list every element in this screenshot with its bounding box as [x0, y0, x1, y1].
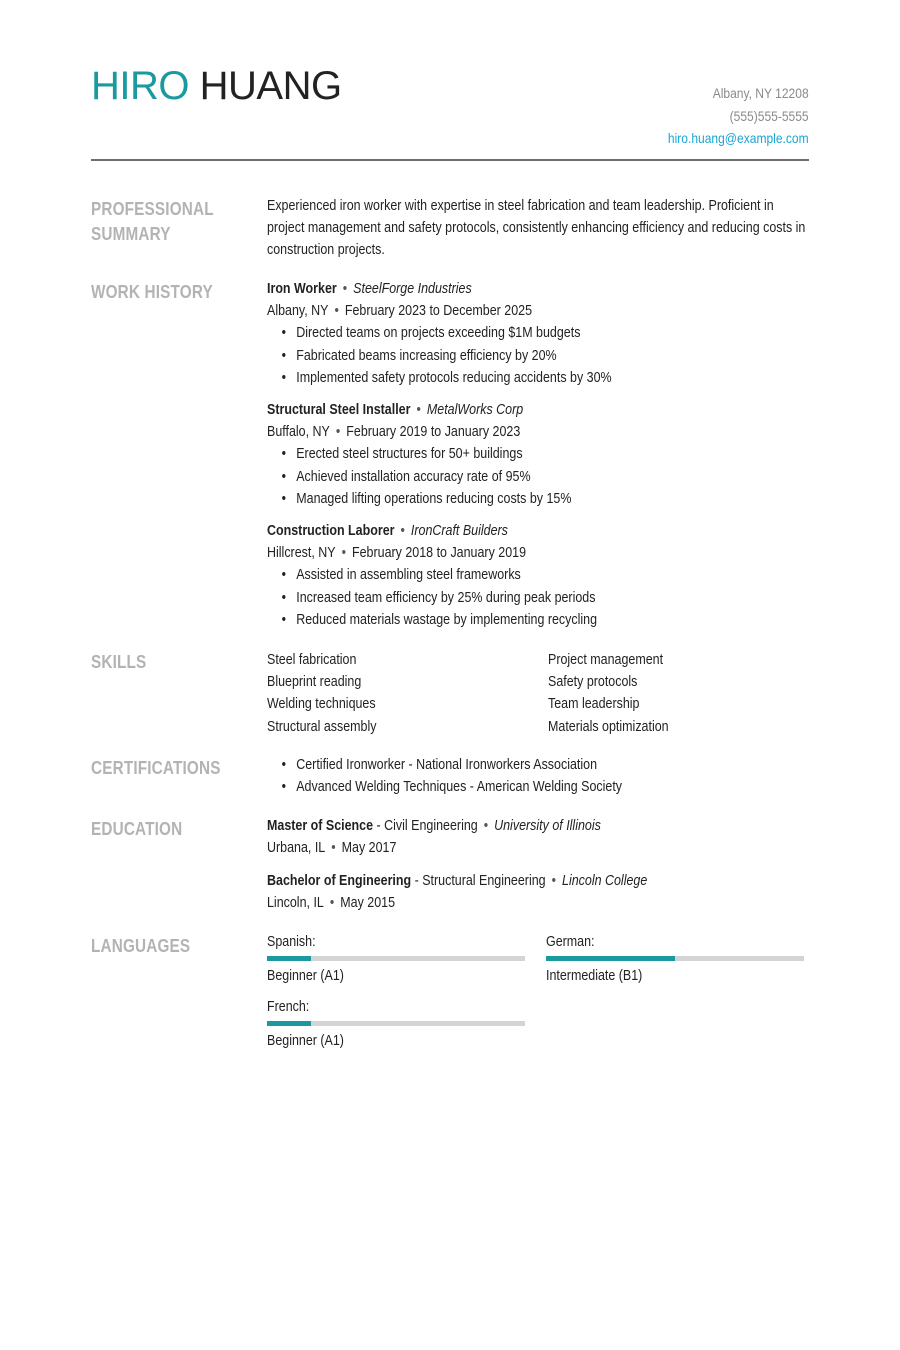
separator: • — [342, 281, 348, 297]
contact-info — [668, 82, 809, 150]
job-location: Buffalo, NY — [267, 424, 330, 441]
education-date: May 2015 — [340, 895, 396, 912]
phone: (555)555-5555 — [730, 107, 809, 124]
language-spanish — [267, 931, 525, 987]
skill-item: Welding techniques — [267, 696, 376, 713]
language-level: Intermediate (B1) — [546, 968, 643, 984]
education-entry-1 — [267, 815, 812, 859]
separator: • — [483, 818, 489, 834]
list-item: • Implemented safety protocols reducing accidents by 30% — [267, 367, 736, 389]
job-meta — [267, 542, 736, 564]
job-meta — [267, 421, 736, 443]
skills-left-column — [267, 649, 377, 738]
job-1 — [267, 278, 812, 389]
list-item: • Reduced materials wastage by implementing recycling — [267, 609, 736, 631]
company: IronCraft Builders — [410, 523, 508, 539]
list-item: • Directed teams on projects exceeding $1M budgets — [267, 322, 736, 344]
proficiency-bar — [267, 956, 525, 961]
skills-right-column — [548, 649, 669, 738]
list-item: • Achieved installation accuracy rate of 95% — [267, 466, 736, 488]
job-dates: February 2018 to January 2019 — [352, 545, 527, 562]
job-bullets — [267, 322, 736, 389]
skills-heading: SKILLS — [91, 652, 147, 672]
proficiency-bar — [267, 1021, 525, 1026]
degree: Bachelor of Engineering — [267, 873, 412, 889]
language-level: Beginner (A1) — [267, 1033, 344, 1049]
job-location: Albany, NY — [267, 303, 329, 320]
email-link[interactable]: hiro.huang@example.com — [668, 130, 809, 146]
skill-item: Materials optimization — [548, 718, 669, 735]
list-item: • Increased team efficiency by 25% during peak periods — [267, 587, 736, 609]
skill-item: Blueprint reading — [267, 674, 362, 691]
separator: • — [400, 523, 405, 539]
candidate-name — [91, 64, 342, 109]
list-item: • Fabricated beams increasing efficiency by 20% — [267, 345, 736, 367]
list-item: • Advanced Welding Techniques - American Welding Society — [267, 776, 736, 798]
skills-section — [267, 649, 812, 741]
job-header — [267, 278, 736, 300]
education-header — [267, 815, 736, 837]
skill-item: Team leadership — [548, 696, 640, 713]
summary-section — [267, 195, 812, 262]
language-name: French: — [267, 999, 310, 1015]
job-bullets — [267, 564, 736, 631]
language-name: German: — [546, 934, 595, 950]
education-meta — [267, 892, 736, 914]
company: SteelForge Industries — [353, 281, 472, 297]
job-bullets — [267, 443, 736, 510]
school: Lincoln College — [562, 873, 648, 889]
resume-header — [91, 62, 809, 160]
proficiency-bar-fill — [267, 956, 311, 961]
job-3 — [267, 520, 812, 631]
language-german — [546, 931, 804, 987]
work-history-heading: WORK HISTORY — [91, 282, 213, 302]
summary-text: Experienced iron worker with expertise in steel fabrication and team leadership. Proficient in project management and safety protocols, consistently enhancing efficiency and reducing costs in construction projects. — [267, 198, 806, 259]
last-name: HUANG — [199, 64, 342, 108]
job-location: Hillcrest, NY — [267, 545, 336, 562]
job-title: Structural Steel Installer — [267, 402, 411, 418]
job-title: Iron Worker — [267, 281, 337, 297]
skill-item: Safety protocols — [548, 674, 638, 691]
job-header — [267, 520, 736, 542]
skill-item: Project management — [548, 652, 664, 668]
language-level: Beginner (A1) — [267, 968, 344, 984]
languages-heading: LANGUAGES — [91, 936, 191, 956]
education-entry-2 — [267, 870, 812, 914]
proficiency-bar-fill — [267, 1021, 311, 1026]
job-header — [267, 399, 736, 421]
skill-item: Structural assembly — [267, 718, 377, 735]
summary-heading-line1: PROFESSIONAL — [91, 199, 214, 219]
education-header — [267, 870, 736, 892]
education-date: May 2017 — [341, 840, 397, 857]
separator: • — [329, 895, 335, 912]
job-dates: February 2019 to January 2023 — [346, 424, 521, 441]
list-item: • Certified Ironworker - National Ironworkers Association — [267, 754, 736, 776]
certifications-heading: CERTIFICATIONS — [91, 758, 221, 778]
header-divider — [91, 159, 809, 161]
skill-item: Steel fabrication — [267, 652, 357, 668]
certifications-list — [267, 754, 736, 798]
language-french — [267, 996, 525, 1052]
address: Albany, NY 12208 — [713, 85, 809, 101]
separator: • — [331, 840, 336, 857]
education-heading: EDUCATION — [91, 819, 183, 839]
job-dates: February 2023 to December 2025 — [344, 303, 533, 320]
education-location: Lincoln, IL — [267, 895, 324, 912]
summary-heading — [91, 197, 214, 247]
job-2 — [267, 399, 812, 510]
job-title: Construction Laborer — [267, 523, 395, 539]
first-name: HIRO — [91, 64, 189, 108]
company: MetalWorks Corp — [426, 402, 524, 418]
field: - Civil Engineering — [373, 818, 478, 834]
separator: • — [335, 424, 341, 441]
field: - Structural Engineering — [411, 873, 546, 889]
education-meta — [267, 837, 736, 859]
proficiency-bar-fill — [546, 956, 675, 961]
list-item: • Managed lifting operations reducing costs by 15% — [267, 488, 736, 510]
proficiency-bar — [546, 956, 804, 961]
school: University of Illinois — [494, 818, 601, 834]
separator: • — [551, 873, 556, 889]
education-location: Urbana, IL — [267, 840, 326, 857]
degree: Master of Science — [267, 818, 374, 834]
list-item: • Assisted in assembling steel frameworks — [267, 564, 736, 586]
separator: • — [334, 303, 339, 320]
job-meta — [267, 300, 736, 322]
list-item: • Erected steel structures for 50+ buildings — [267, 443, 736, 465]
separator: • — [416, 402, 421, 418]
certifications-section — [267, 754, 812, 798]
summary-heading-line2: SUMMARY — [91, 224, 171, 244]
language-name: Spanish: — [267, 934, 316, 950]
separator: • — [341, 545, 346, 562]
